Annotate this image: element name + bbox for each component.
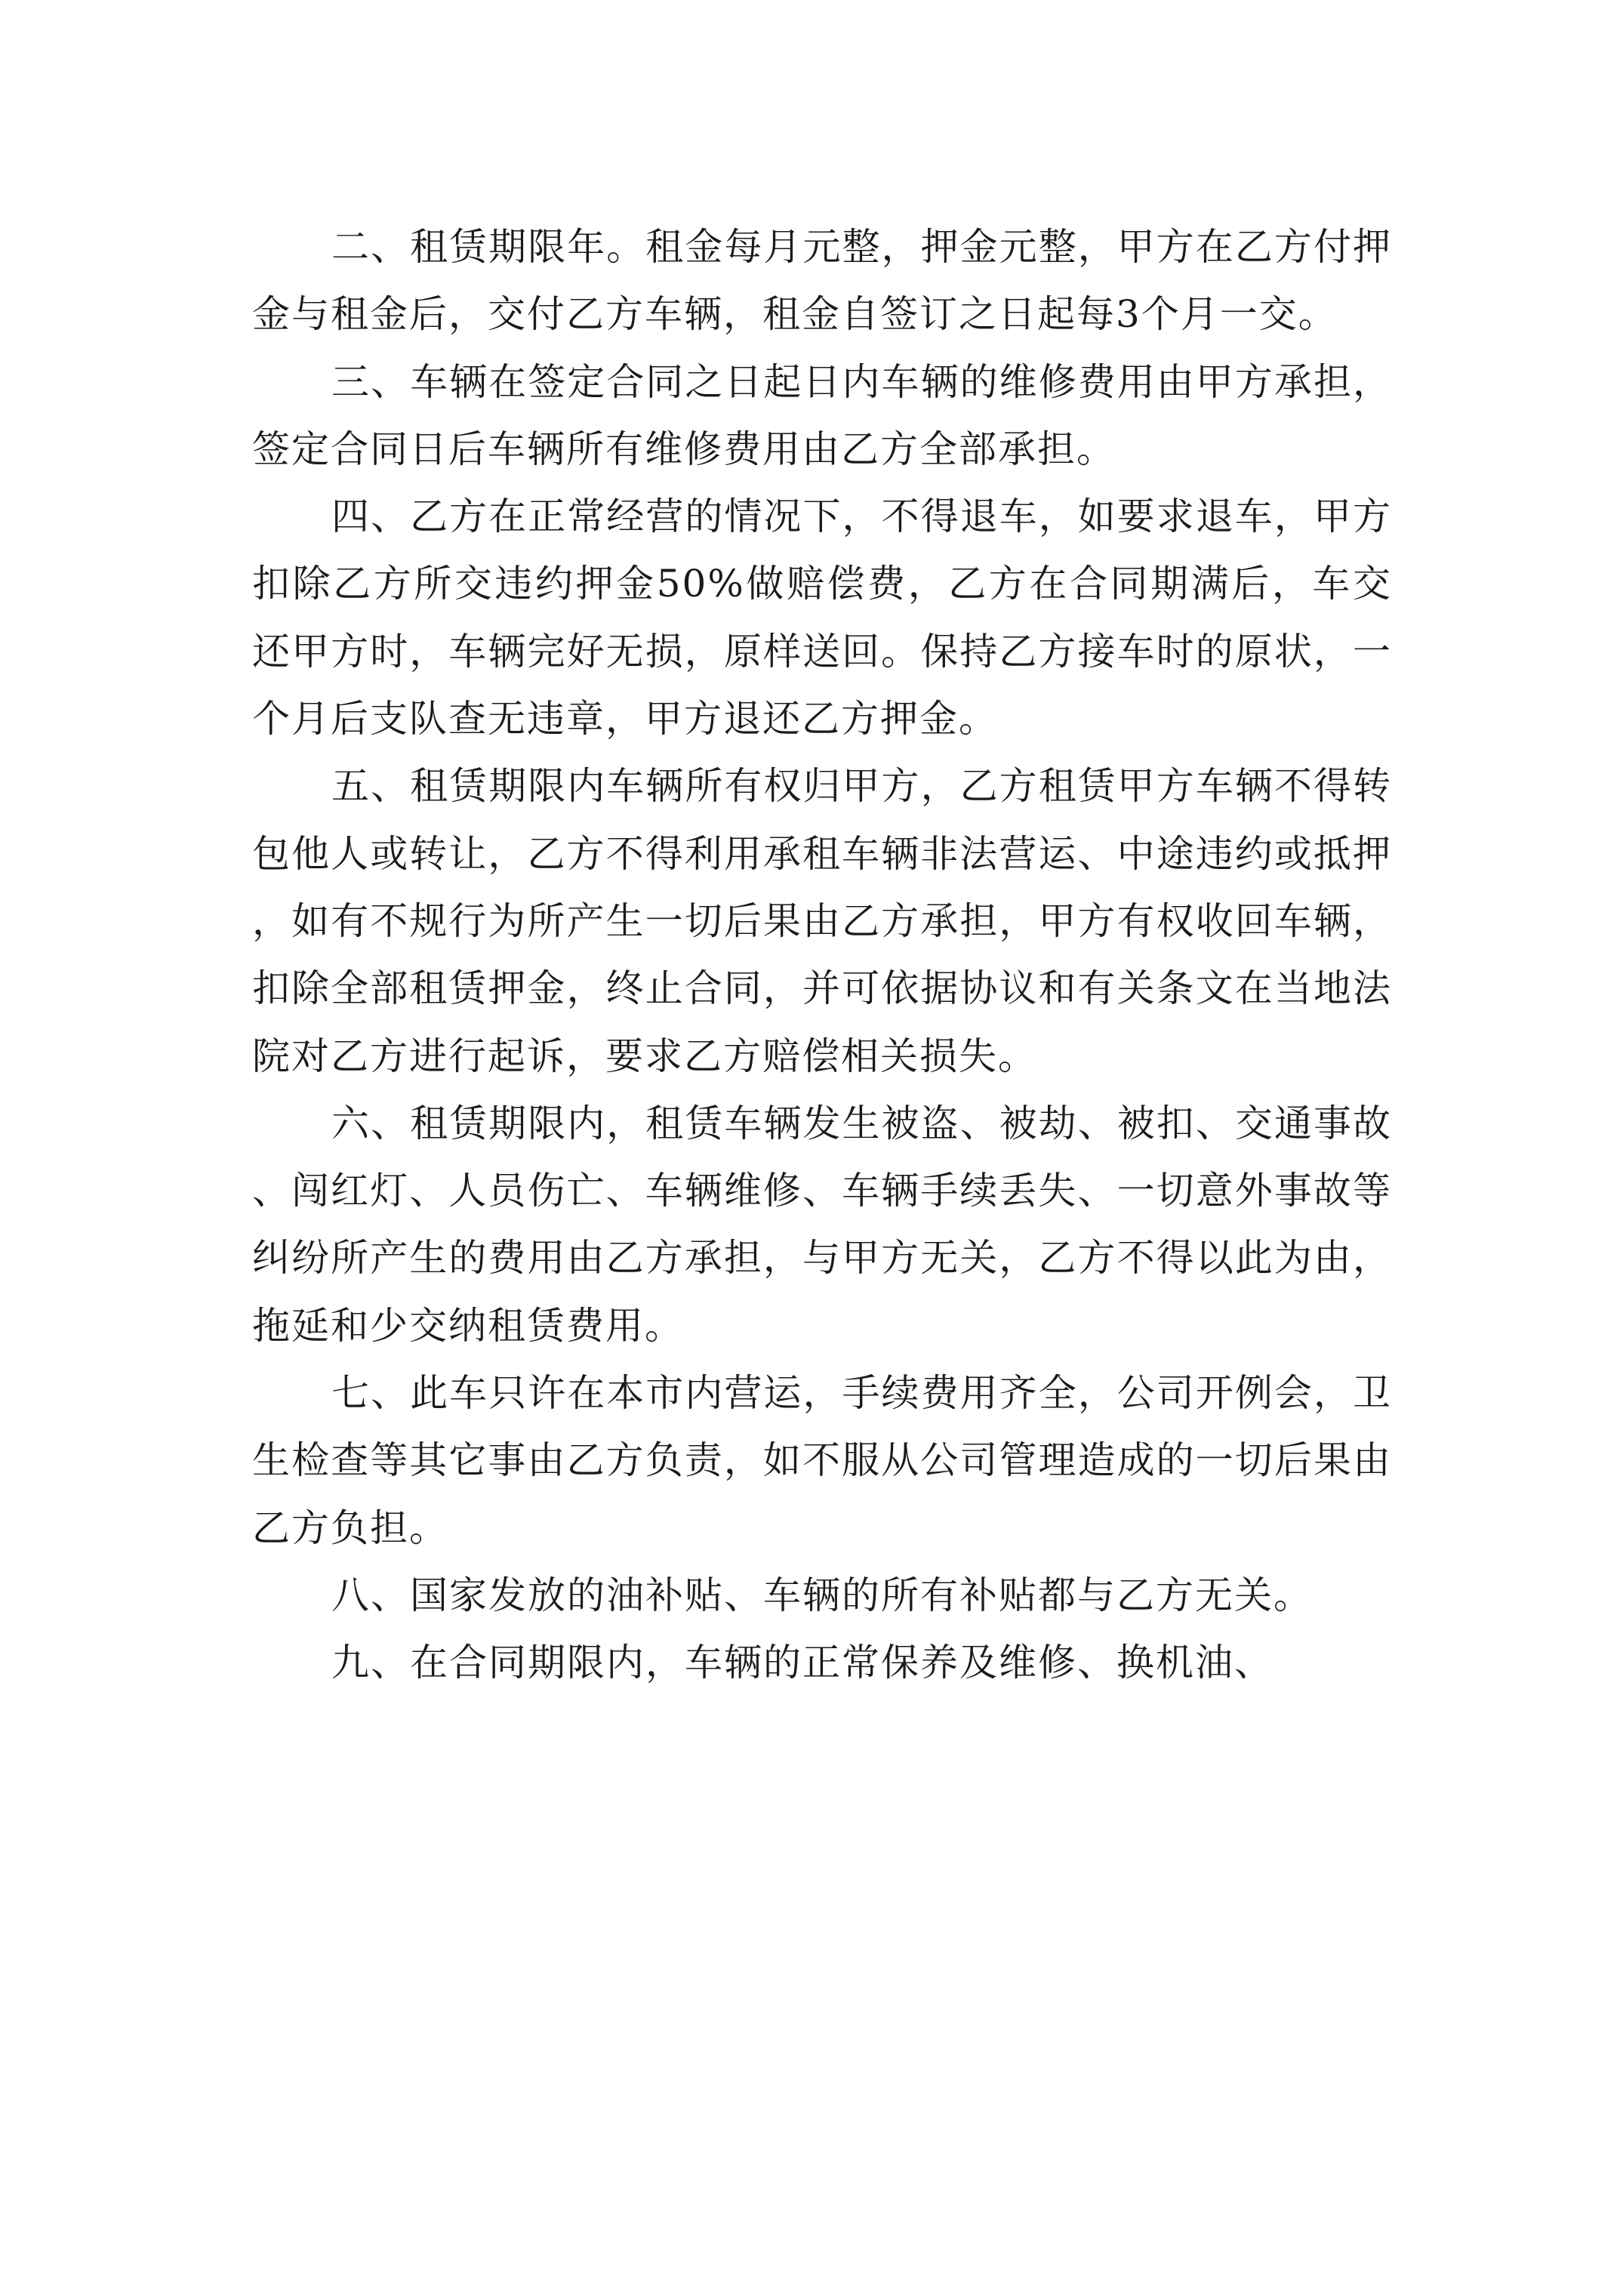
clause-6-paragraph: 六、租赁期限内，租赁车辆发生被盗、被劫、被扣、交通事故、闯红灯、人员伤亡、车辆维修、车辆手续丢失、一切意外事故等纠纷所产生的费用由乙方承担，与甲方无关，乙方不得以此为由，拖延和少交纳租赁费用。 (252, 1101, 1392, 1348)
clause-7-paragraph: 七、此车只许在本市内营运，手续费用齐全，公司开例会，卫生检查等其它事由乙方负责，如不服从公司管理造成的一切后果由乙方负担。 (252, 1371, 1392, 1550)
clause-4-paragraph: 四、乙方在正常经营的情况下，不得退车，如要求退车，甲方扣除乙方所交违约押金50%做赔偿费，乙方在合同期满后，车交还甲方时，车辆完好无损，原样送回。保持乙方接车时的原状，一个月后支队查无违章，甲方退还乙方押金。 (252, 495, 1392, 741)
clause-2-paragraph: 二、租赁期限年。租金每月元整，押金元整，甲方在乙方付押金与租金后，交付乙方车辆，租金自签订之日起每3个月一交。 (252, 225, 1392, 337)
clause-3-paragraph: 三、车辆在签定合同之日起日内车辆的维修费用由甲方承担，签定合同日后车辆所有维修费用由乙方全部承担。 (252, 359, 1392, 471)
clause-9-paragraph: 九、在合同期限内，车辆的正常保养及维修、换机油、 (331, 1641, 1273, 1685)
document-body (252, 214, 1392, 1697)
clause-5-paragraph: 五、租赁期限内车辆所有权归甲方，乙方租赁甲方车辆不得转包他人或转让，乙方不得利用承租车辆非法营运、中途违约或抵押，如有不规行为所产生一切后果由乙方承担，甲方有权收回车辆，扣除全部租赁押金，终止合同，并可依据协议和有关条文在当地法院对乙方进行起诉，要求乙方赔偿相关损失。 (252, 764, 1392, 1078)
clause-8-paragraph: 八、国家发放的油补贴、车辆的所有补贴都与乙方无关。 (331, 1573, 1313, 1617)
